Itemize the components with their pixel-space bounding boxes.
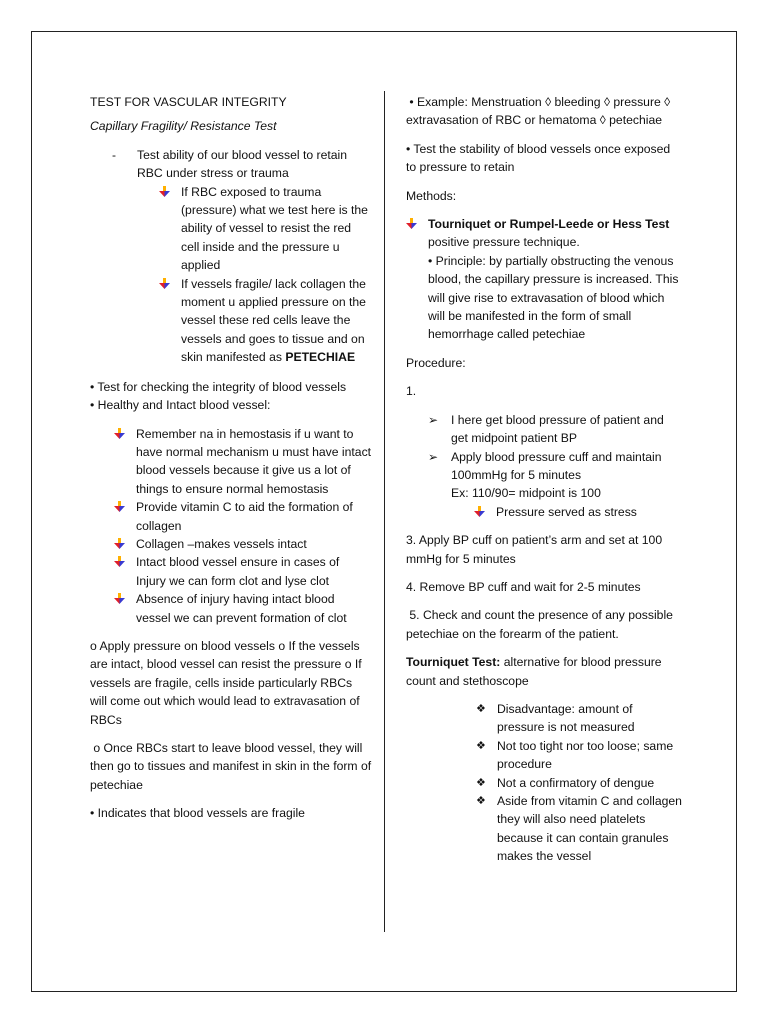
paragraph: 4. Remove BP cuff and wait for 2-5 minutes <box>406 579 641 594</box>
four-diamond-icon: ❖ <box>476 776 486 789</box>
list-item-text: Collagen –makes vessels intact <box>136 536 307 551</box>
down-arrow-bullet-icon <box>159 186 170 197</box>
down-arrow-bullet-icon <box>114 593 125 604</box>
list-item-text: Disadvantage: amount of pressure is not measured <box>497 701 635 735</box>
paragraph: • Test the stability of blood vessels once exposed to pressure to retain <box>406 141 671 175</box>
list-item-text: Not too tight nor too loose; same procedure <box>497 738 674 772</box>
petechiae-term: PETECHIAE <box>285 350 356 365</box>
list-item-text: If RBC exposed to trauma (pressure) what we test here is the ability of vessel to resist the red cell inside and the pressure u applied <box>181 184 368 273</box>
paragraph: • Principle: by partially obstructing the venous blood, the capillary pressure is increased. This will give rise to extravasation of blood which will be manifested in the form of small hemorrhage called petechiae <box>428 253 679 342</box>
paragraph <box>406 653 682 690</box>
paragraph: • Indicates that blood vessels are fragile <box>90 806 305 821</box>
tourniquet-title: Tourniquet or Rumpel-Leede or Hess Test <box>428 217 670 232</box>
list-item <box>90 553 372 590</box>
paragraph: 5. Check and count the presence of any possible petechiae on the forearm of the patient. <box>406 608 677 641</box>
paragraph: o Apply pressure on blood vessels o If the vessels are intact, blood vessel can resist the pressure o If vessels are fragile, cells inside particularly RBCs will come out which would lead to extravasation of RBCs <box>90 638 362 727</box>
list-item <box>406 774 682 792</box>
down-arrow-bullet-icon <box>406 218 417 229</box>
procedure-heading: Procedure: <box>406 355 466 370</box>
list-item <box>406 503 682 521</box>
bullet-text: • Test for checking the integrity of blood vessels <box>90 379 347 394</box>
down-arrow-bullet-icon <box>159 278 170 289</box>
tourniquet-test-label: Tourniquet Test: <box>406 655 501 670</box>
down-arrow-bullet-icon <box>114 538 125 549</box>
chevron-right-icon: ➢ <box>428 449 439 464</box>
list-item <box>406 215 682 233</box>
list-item-text: Remember na in hemostasis if u want to have normal mechanism u must have intact blood vessels because it give us a lot of things to ensure normal hemostasis <box>136 426 372 496</box>
bullet-text: • Healthy and Intact blood vessel: <box>90 398 271 413</box>
list-item-text: Absence of injury having intact blood vessel we can prevent formation of clot <box>136 592 347 625</box>
list-item <box>406 792 682 866</box>
paragraph: • Example: Menstruation ◊ bleeding ◊ pressure ◊ extravasation of RBC or hematoma ◊ petechiae <box>406 95 674 128</box>
list-item <box>406 448 682 485</box>
list-item-text: If vessels fragile/ lack collagen the moment u applied pressure on the vessel these red cells leave the vessels and goes to tissue and on skin manifested <box>181 276 366 365</box>
list-item <box>90 183 372 275</box>
list-item <box>406 737 682 774</box>
paragraph: o Once RBCs start to leave blood vessel, they will then go to tissues and manifest in skin in the form of petechiae <box>90 741 375 792</box>
down-arrow-bullet-icon <box>474 506 485 517</box>
dash-icon: - <box>112 147 116 162</box>
list-item <box>406 700 682 737</box>
right-column <box>406 93 682 866</box>
list-item-text: Aside from vitamin C and collagen they will also need platelets because it can contain granules makes the vessel <box>497 794 682 864</box>
list-item <box>90 425 372 499</box>
list-item <box>90 498 372 535</box>
step-number: 1. <box>406 384 417 399</box>
chevron-right-icon: ➢ <box>428 412 439 427</box>
list-item-text: I here get blood pressure of patient and get midpoint patient BP <box>451 412 664 446</box>
list-item-text: Pressure served as stress <box>496 504 637 519</box>
left-column <box>90 93 375 823</box>
methods-heading: Methods: <box>406 188 457 203</box>
down-arrow-bullet-icon <box>114 501 125 512</box>
paragraph: Ex: 110/90= midpoint is 100 <box>451 486 601 501</box>
section-subheading: Capillary Fragility/ Resistance Test <box>90 119 277 134</box>
list-item-text: Test ability of our blood vessel to retain RBC under stress or trauma <box>137 147 348 181</box>
tourniquet-test-text: alternative for blood pressure count and stethoscope <box>406 655 662 688</box>
section-heading: TEST FOR VASCULAR INTEGRITY <box>90 95 287 109</box>
list-item-text: Not a confirmatory of dengue <box>497 775 655 790</box>
paragraph: positive pressure technique. <box>428 235 580 250</box>
list-item <box>90 275 372 367</box>
four-diamond-icon: ❖ <box>476 702 486 715</box>
down-arrow-bullet-icon <box>114 556 125 567</box>
paragraph: 3. Apply BP cuff on patient’s arm and set at 100 mmHg for 5 minutes <box>406 533 663 566</box>
column-divider <box>384 91 385 932</box>
list-item-text: Apply blood pressure cuff and maintain 100mmHg for 5 minutes <box>451 449 662 482</box>
list-item <box>90 146 372 183</box>
list-item-tail: as <box>269 350 286 365</box>
list-item <box>406 411 682 448</box>
four-diamond-icon: ❖ <box>476 795 486 807</box>
list-item-text: Provide vitamin C to aid the formation of collagen <box>136 500 353 533</box>
list-item <box>90 590 372 627</box>
list-item <box>90 535 372 553</box>
list-item-text: Intact blood vessel ensure in cases of Injury we can form clot and lyse clot <box>136 555 340 588</box>
down-arrow-bullet-icon <box>114 428 125 439</box>
four-diamond-icon: ❖ <box>476 739 486 752</box>
